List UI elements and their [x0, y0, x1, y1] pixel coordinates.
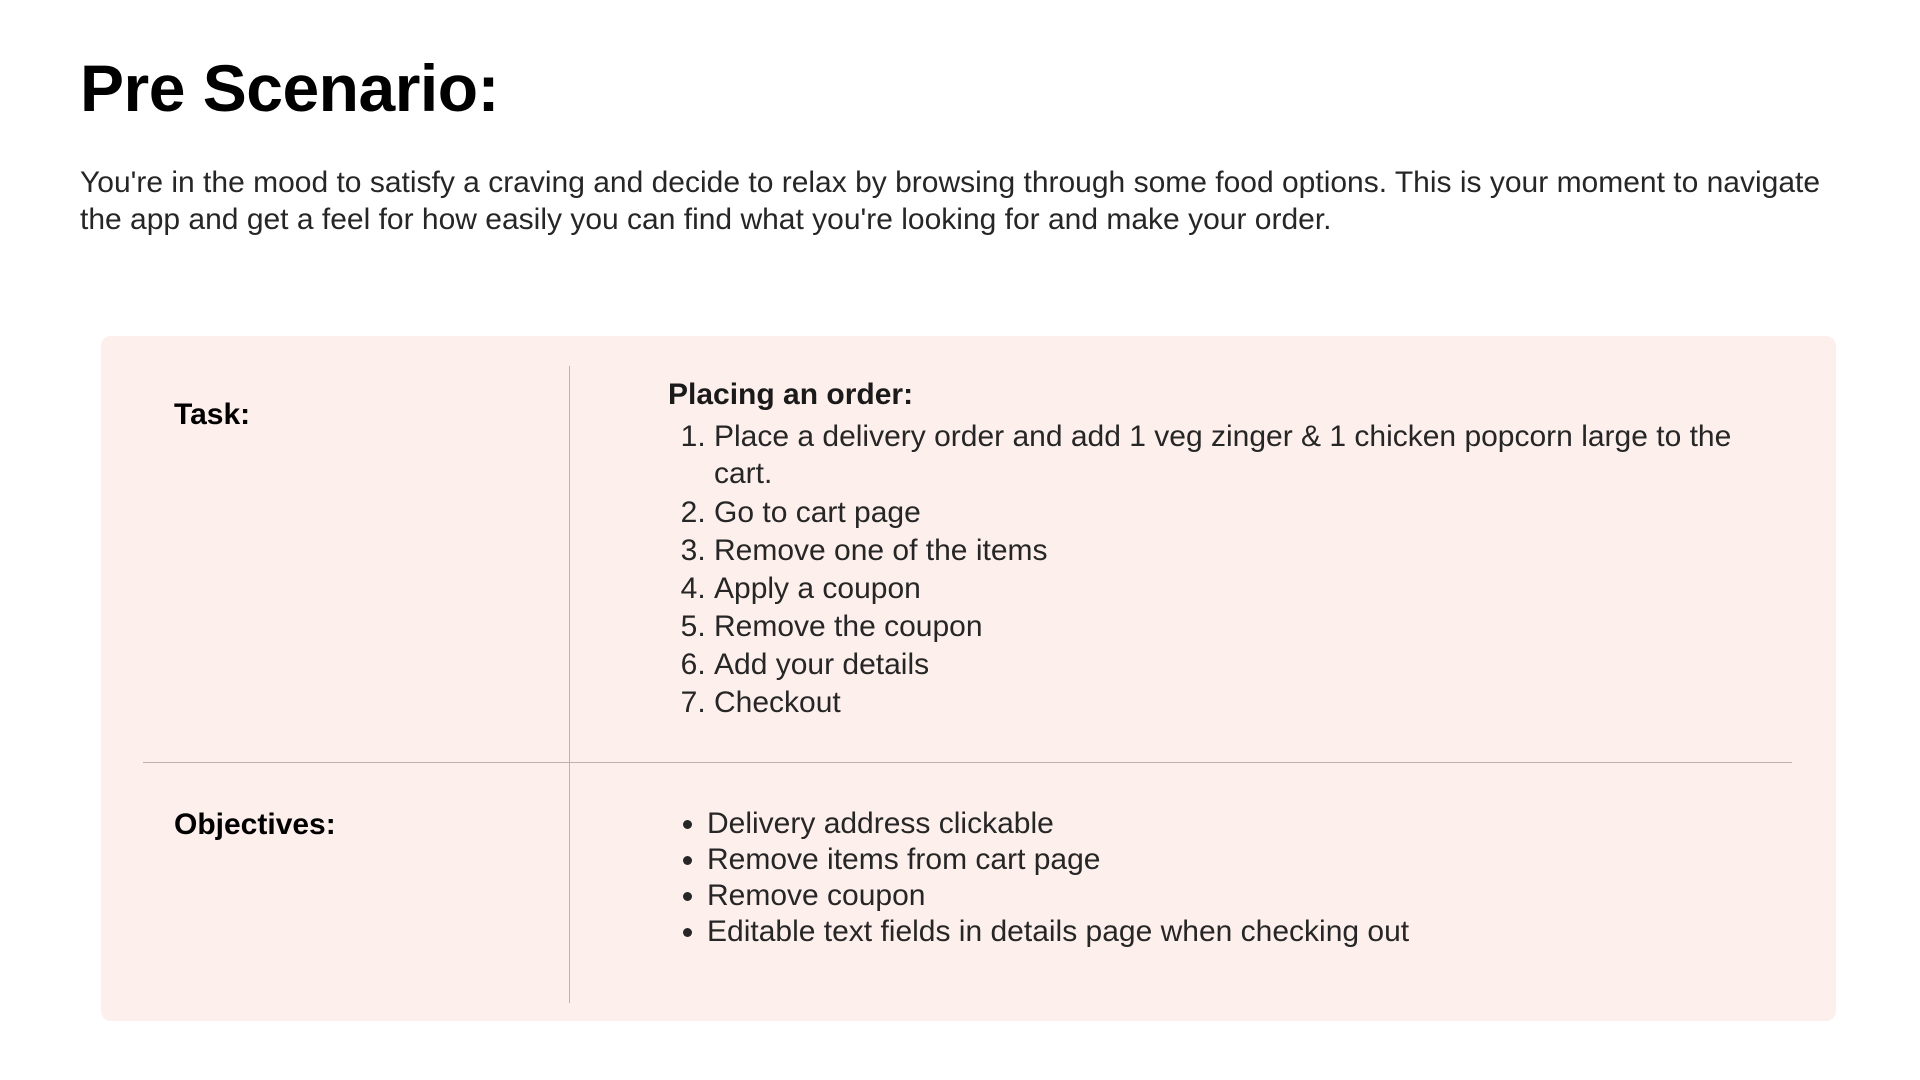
objective-item: • Remove coupon: [707, 878, 1778, 914]
task-step: 1. Place a delivery order and add 1 veg zinger & 1 chicken popcorn large to the cart.: [714, 418, 1778, 492]
task-step: 4. Apply a coupon: [714, 570, 1778, 607]
task-content: [668, 376, 1778, 722]
page-title: Pre Scenario:: [80, 51, 500, 125]
task-steps-list: [668, 418, 1778, 721]
task-heading: Placing an order:: [668, 378, 914, 411]
task-step: 7. Checkout: [714, 684, 1778, 721]
objectives-label: Objectives:: [174, 808, 336, 841]
objective-item: • Remove items from cart page: [707, 842, 1778, 878]
task-label: Task:: [174, 398, 251, 431]
task-step: 3. Remove one of the items: [714, 532, 1778, 569]
column-divider: [569, 366, 570, 1003]
objectives-content: [668, 806, 1778, 950]
scenario-intro: You're in the mood to satisfy a craving and decide to relax by browsing through some food options. This is your moment to navigate the app and get a feel for how easily you can find what you're looking for and make your order.: [80, 166, 1821, 236]
objective-item: • Editable text fields in details page when checking out: [707, 914, 1778, 950]
task-step: 5. Remove the coupon: [714, 608, 1778, 645]
objectives-list: [668, 806, 1778, 950]
objective-item: • Delivery address clickable: [707, 806, 1778, 842]
row-divider: [143, 762, 1792, 763]
task-step: 6. Add your details: [714, 646, 1778, 683]
task-table-card: [101, 336, 1836, 1021]
task-step: 2. Go to cart page: [714, 494, 1778, 531]
